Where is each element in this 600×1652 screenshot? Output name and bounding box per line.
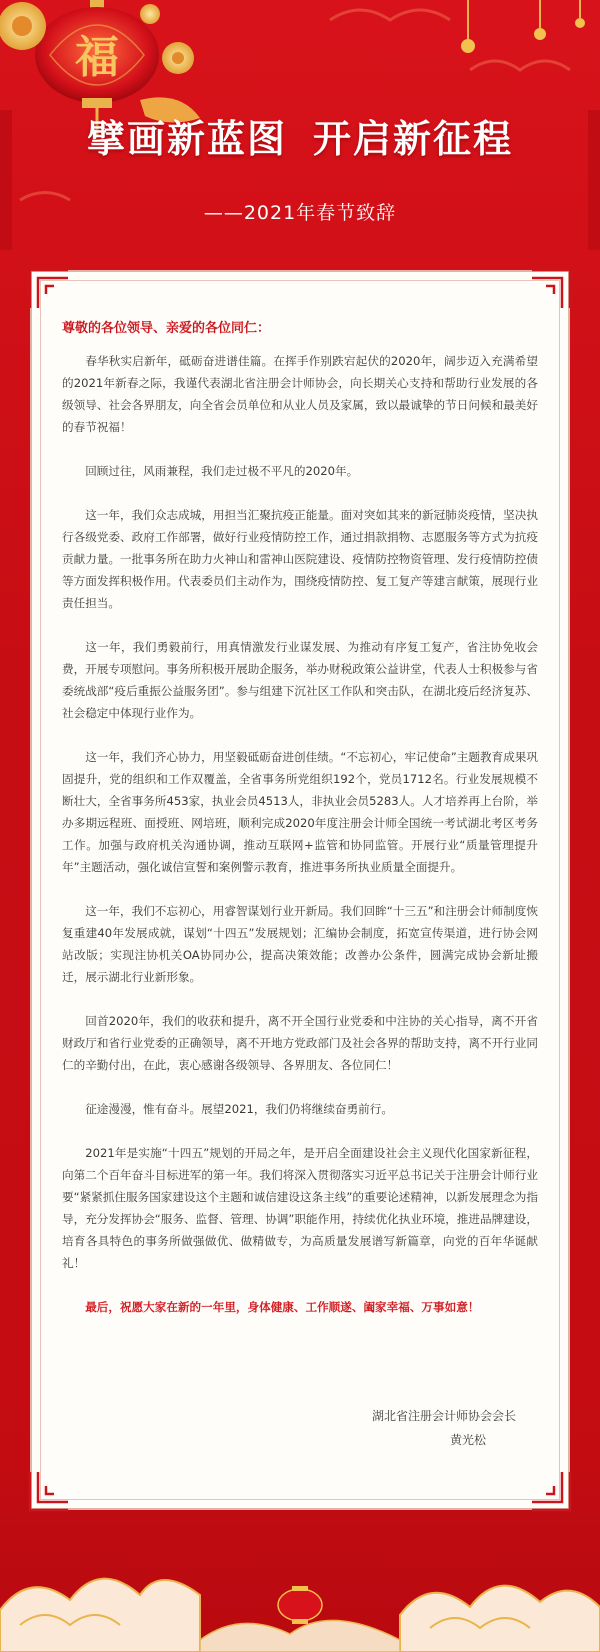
bottom-lantern-icon — [278, 1586, 322, 1624]
paragraph: 征途漫漫，惟有奋斗。展望2021，我们仍将继续奋勇前行。 — [85, 1102, 393, 1116]
lantern-glyph: 福 — [75, 32, 119, 83]
paragraph: 2021年是实施“十四五”规划的开局之年，是开启全面建设社会主义现代化国家新征程，向第二个百年奋斗目标进军的第一年。我们将深入贯彻落实习近平总书记关于注册会计师行业要“紧紧抓住服务国家建设这个主题和诚信建设这条主线”的重要论述精神，以新发展理念为指导，充分发挥协会“服务、监督、管理、协调”职能作用，持续优化执业环境，推进品牌建设，培育各具特色的事务所做强做优、做精做专，为高质量发展谱写新篇章，向党的百年华诞献礼！ — [62, 1146, 538, 1270]
letter-body — [62, 318, 538, 1318]
hanging-ornament-icon — [461, 0, 585, 53]
paragraph: 这一年，我们众志成城，用担当汇聚抗疫正能量。面对突如其来的新冠肺炎疫情，坚决执行各级党委、政府工作部署，做好行业疫情防控工作，通过捐款捐物、志愿服务等方式为抗疫贡献力量。一批事务所在助力火神山和雷神山医院建设、疫情防控物资管理、发行疫情防控债等方面发挥积极作用。代表委员们主动作为，围绕疫情防控、复工复产等建言献策，展现行业责任担当。 — [62, 508, 538, 610]
letter-greeting: 尊敬的各位领导、亲爱的各位同仁： — [62, 321, 271, 336]
paragraph: 春华秋实启新年，砥砺奋进谱佳篇。在挥手作别跌宕起伏的2020年，阔步迈入充满希望的2021年新春之际，我谨代表湖北省注册会计师协会，向长期关心支持和帮助行业发展的各级领导、社会各界朋友，向全省会员单位和从业人员及家属，致以最诚挚的节日问候和最美好的春节祝福！ — [62, 354, 538, 434]
paragraph: 回顾过往，风雨兼程，我们走过极不平凡的2020年。 — [85, 464, 359, 478]
signature-name: 黄光松 — [449, 1433, 486, 1447]
paragraph: 这一年，我们不忘初心，用睿智谋划行业开新局。我们回眸“十三五”和注册会计师制度恢复重建40年发展成就，谋划“十四五”发展规划；汇编协会制度，拓宽宣传渠道，进行协会网站改版；实现注协机关OA协同办公，提高决策效能；改善办公条件，圆满完成协会新址搬迁，展示湖北行业新形象。 — [62, 904, 538, 984]
closing-wishes: 最后，祝愿大家在新的一年里，身体健康、工作顺遂、阖家幸福、万事如意！ — [85, 1300, 480, 1314]
page-title — [0, 108, 600, 163]
title-part-2: 开启新征程 — [313, 117, 514, 161]
corner-ornament-icon — [26, 266, 72, 312]
paragraph: 这一年，我们齐心协力，用坚毅砥砺奋进创佳绩。“不忘初心，牢记使命”主题教育成果巩固提升，党的组织和工作双覆盖，全省事务所党组织192个，党员1712名。行业发展规模不断壮大，全省事务所453家，执业会员4513人，非执业会员5283人。人才培养再上台阶，举办多期远程班、面授班、网培班，顺利完成2020年度注册会计师全国统一考试湖北考区考务工作。加强与政府机关沟通协调，推动互联网+监管和协同监管。开展行业“质量管理提升年”主题活动，强化诚信宣誓和案例警示教育，推进事务所执业质量全面提升。 — [62, 750, 538, 874]
paragraph: 这一年，我们勇毅前行，用真情激发行业谋发展、为推动有序复工复产，省注协免收会费，开展专项慰问。事务所积极开展助企服务，举办财税政策公益讲堂，代表人士积极参与省委统战部“疫后重振公益服务团”。参与组建下沉社区工作队和突击队，在湖北疫后经济复苏、社会稳定中体现行业作为。 — [62, 640, 538, 720]
bottom-cloud-decoration — [0, 1500, 600, 1652]
page-subtitle: ——2021年春节致辞 — [203, 202, 397, 224]
signature-org: 湖北省注册会计师协会会长 — [371, 1409, 516, 1423]
corner-ornament-icon — [528, 266, 574, 312]
paragraph: 回首2020年，我们的收获和提升，离不开全国行业党委和中注协的关心指导，离不开省财政厅和省行业党委的正确领导，离不开地方党政部门及社会各界的帮助支持，离不开行业同仁的辛勤付出，在此，衷心感谢各级领导、各界朋友、各位同仁！ — [62, 1014, 538, 1072]
signature-block — [372, 1404, 516, 1452]
title-part-1: 擘画新蓝图 — [86, 117, 287, 161]
